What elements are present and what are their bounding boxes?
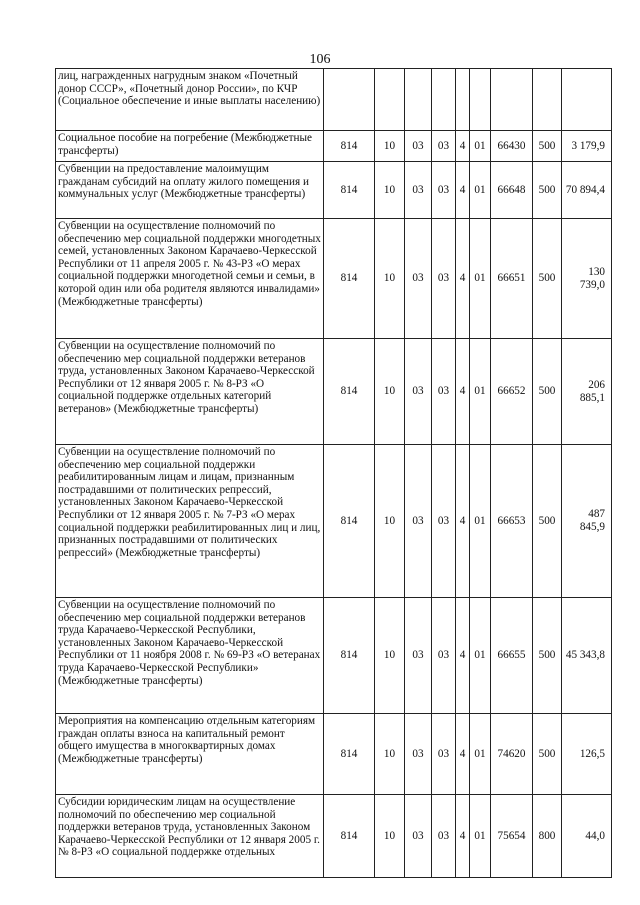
cell-description: Субвенции на предоставление малоимущим гражданам субсидий на оплату жилого помещения и коммунальных услуг (Межбюджетные трансферты) xyxy=(56,162,324,219)
cell-target-article: 66655 xyxy=(491,598,533,714)
cell-admin-code: 814 xyxy=(324,162,375,219)
cell-program: 03 xyxy=(432,795,456,878)
cell-expense-type: 500 xyxy=(533,714,562,795)
cell-subprogram: 01 xyxy=(470,339,491,445)
cell-section xyxy=(375,69,405,131)
budget-table xyxy=(55,68,612,878)
cell-program: 03 xyxy=(432,219,456,339)
cell-target-article: 66653 xyxy=(491,445,533,598)
cell-description: Субвенции на осуществление полномочий по обеспечению мер социальной поддержки многодетных семей, установленных Законом Карачаево-Черкесской Республики от 11 апреля 2005 г. № 43-РЗ «О мерах социальной поддержки многодетной семьи и семьи, в которой один или оба родителя являются инвалидами» (Межбюджетные трансферты) xyxy=(56,219,324,339)
cell-direction: 4 xyxy=(456,714,470,795)
table-row xyxy=(56,219,612,339)
cell-expense-type: 500 xyxy=(533,445,562,598)
cell-expense-type: 500 xyxy=(533,131,562,162)
cell-amount: 206 885,1 xyxy=(562,339,612,445)
cell-subprogram xyxy=(470,69,491,131)
cell-direction: 4 xyxy=(456,339,470,445)
cell-section: 10 xyxy=(375,445,405,598)
cell-section: 10 xyxy=(375,598,405,714)
cell-amount: 126,5 xyxy=(562,714,612,795)
cell-amount: 130 739,0 xyxy=(562,219,612,339)
cell-subsection: 03 xyxy=(405,339,432,445)
cell-admin-code: 814 xyxy=(324,598,375,714)
cell-expense-type: 500 xyxy=(533,162,562,219)
cell-section: 10 xyxy=(375,131,405,162)
cell-description: Субвенции на осуществление полномочий по обеспечению мер социальной поддержки реабилитированным лицам и лицам, признанным пострадавшими от политических репрессий, установленных Законом Карачаево-Черкесской Республики от 12 января 2005 г. № 7-РЗ «О мерах социальной поддержки реабилитированных лиц и лиц, признанных пострадавшими от политических репрессий» (Межбюджетные трансферты) xyxy=(56,445,324,598)
cell-subsection: 03 xyxy=(405,162,432,219)
cell-program: 03 xyxy=(432,131,456,162)
cell-amount: 487 845,9 xyxy=(562,445,612,598)
cell-target-article: 75654 xyxy=(491,795,533,878)
cell-description: Субсидии юридическим лицам на осуществление полномочий по обеспечению мер социальной поддержки ветеранов труда, установленных Законом Карачаево-Черкесской Республики от 12 января 2005 г. № 8-РЗ «О социальной поддержке отдельных xyxy=(56,795,324,878)
cell-direction: 4 xyxy=(456,445,470,598)
cell-admin-code: 814 xyxy=(324,714,375,795)
cell-subsection: 03 xyxy=(405,714,432,795)
cell-direction: 4 xyxy=(456,131,470,162)
table-row xyxy=(56,131,612,162)
cell-subsection: 03 xyxy=(405,598,432,714)
cell-admin-code: 814 xyxy=(324,445,375,598)
cell-subsection: 03 xyxy=(405,795,432,878)
table-row xyxy=(56,162,612,219)
table-row xyxy=(56,714,612,795)
cell-subprogram: 01 xyxy=(470,162,491,219)
table-row xyxy=(56,339,612,445)
table-row xyxy=(56,69,612,131)
table-row xyxy=(56,598,612,714)
cell-subprogram: 01 xyxy=(470,795,491,878)
cell-admin-code xyxy=(324,69,375,131)
cell-description: лиц, награжденных нагрудным знаком «Почетный донор СССР», «Почетный донор России», по КЧР (Социальное обеспечение и иные выплаты населению) xyxy=(56,69,324,131)
cell-subsection: 03 xyxy=(405,445,432,598)
cell-admin-code: 814 xyxy=(324,795,375,878)
cell-direction xyxy=(456,69,470,131)
table-row xyxy=(56,445,612,598)
cell-target-article: 74620 xyxy=(491,714,533,795)
cell-section: 10 xyxy=(375,339,405,445)
cell-target-article xyxy=(491,69,533,131)
cell-program: 03 xyxy=(432,714,456,795)
cell-amount: 70 894,4 xyxy=(562,162,612,219)
cell-description: Социальное пособие на погребение (Межбюджетные трансферты) xyxy=(56,131,324,162)
cell-subsection: 03 xyxy=(405,219,432,339)
cell-expense-type: 500 xyxy=(533,339,562,445)
cell-expense-type xyxy=(533,69,562,131)
table-row xyxy=(56,795,612,878)
cell-section: 10 xyxy=(375,162,405,219)
cell-admin-code: 814 xyxy=(324,219,375,339)
cell-subprogram: 01 xyxy=(470,131,491,162)
cell-amount: 3 179,9 xyxy=(562,131,612,162)
cell-subprogram: 01 xyxy=(470,714,491,795)
cell-program xyxy=(432,69,456,131)
cell-amount xyxy=(562,69,612,131)
page-number: 106 xyxy=(309,52,331,67)
cell-direction: 4 xyxy=(456,219,470,339)
cell-direction: 4 xyxy=(456,795,470,878)
cell-subprogram: 01 xyxy=(470,598,491,714)
cell-description: Субвенции на осуществление полномочий по обеспечению мер социальной поддержки ветеранов труда, установленных Законом Карачаево-Черкесской Республики от 12 января 2005 г. № 8-РЗ «О социальной поддержке отдельных категорий ветеранов» (Межбюджетные трансферты) xyxy=(56,339,324,445)
cell-subsection xyxy=(405,69,432,131)
cell-subprogram: 01 xyxy=(470,445,491,598)
cell-amount: 44,0 xyxy=(562,795,612,878)
budget-table-body xyxy=(56,69,612,878)
cell-description: Мероприятия на компенсацию отдельным категориям граждан оплаты взноса на капитальный ремонт общего имущества в многоквартирных домах (Межбюджетные трансферты) xyxy=(56,714,324,795)
cell-section: 10 xyxy=(375,795,405,878)
cell-program: 03 xyxy=(432,162,456,219)
cell-expense-type: 500 xyxy=(533,219,562,339)
cell-subprogram: 01 xyxy=(470,219,491,339)
cell-program: 03 xyxy=(432,339,456,445)
cell-section: 10 xyxy=(375,219,405,339)
cell-target-article: 66430 xyxy=(491,131,533,162)
cell-description: Субвенции на осуществление полномочий по обеспечению мер социальной поддержки ветеранов труда Карачаево-Черкесской Республики, установленных Законом Карачаево-Черкесской Республики от 11 ноября 2008 г. № 69-РЗ «О ветеранах труда Карачаево-Черкесской Республики» (Межбюджетные трансферты) xyxy=(56,598,324,714)
cell-direction: 4 xyxy=(456,162,470,219)
cell-admin-code: 814 xyxy=(324,339,375,445)
cell-expense-type: 800 xyxy=(533,795,562,878)
cell-subsection: 03 xyxy=(405,131,432,162)
cell-target-article: 66652 xyxy=(491,339,533,445)
cell-program: 03 xyxy=(432,598,456,714)
cell-section: 10 xyxy=(375,714,405,795)
cell-target-article: 66651 xyxy=(491,219,533,339)
cell-amount: 45 343,8 xyxy=(562,598,612,714)
cell-program: 03 xyxy=(432,445,456,598)
cell-direction: 4 xyxy=(456,598,470,714)
cell-expense-type: 500 xyxy=(533,598,562,714)
cell-target-article: 66648 xyxy=(491,162,533,219)
cell-admin-code: 814 xyxy=(324,131,375,162)
